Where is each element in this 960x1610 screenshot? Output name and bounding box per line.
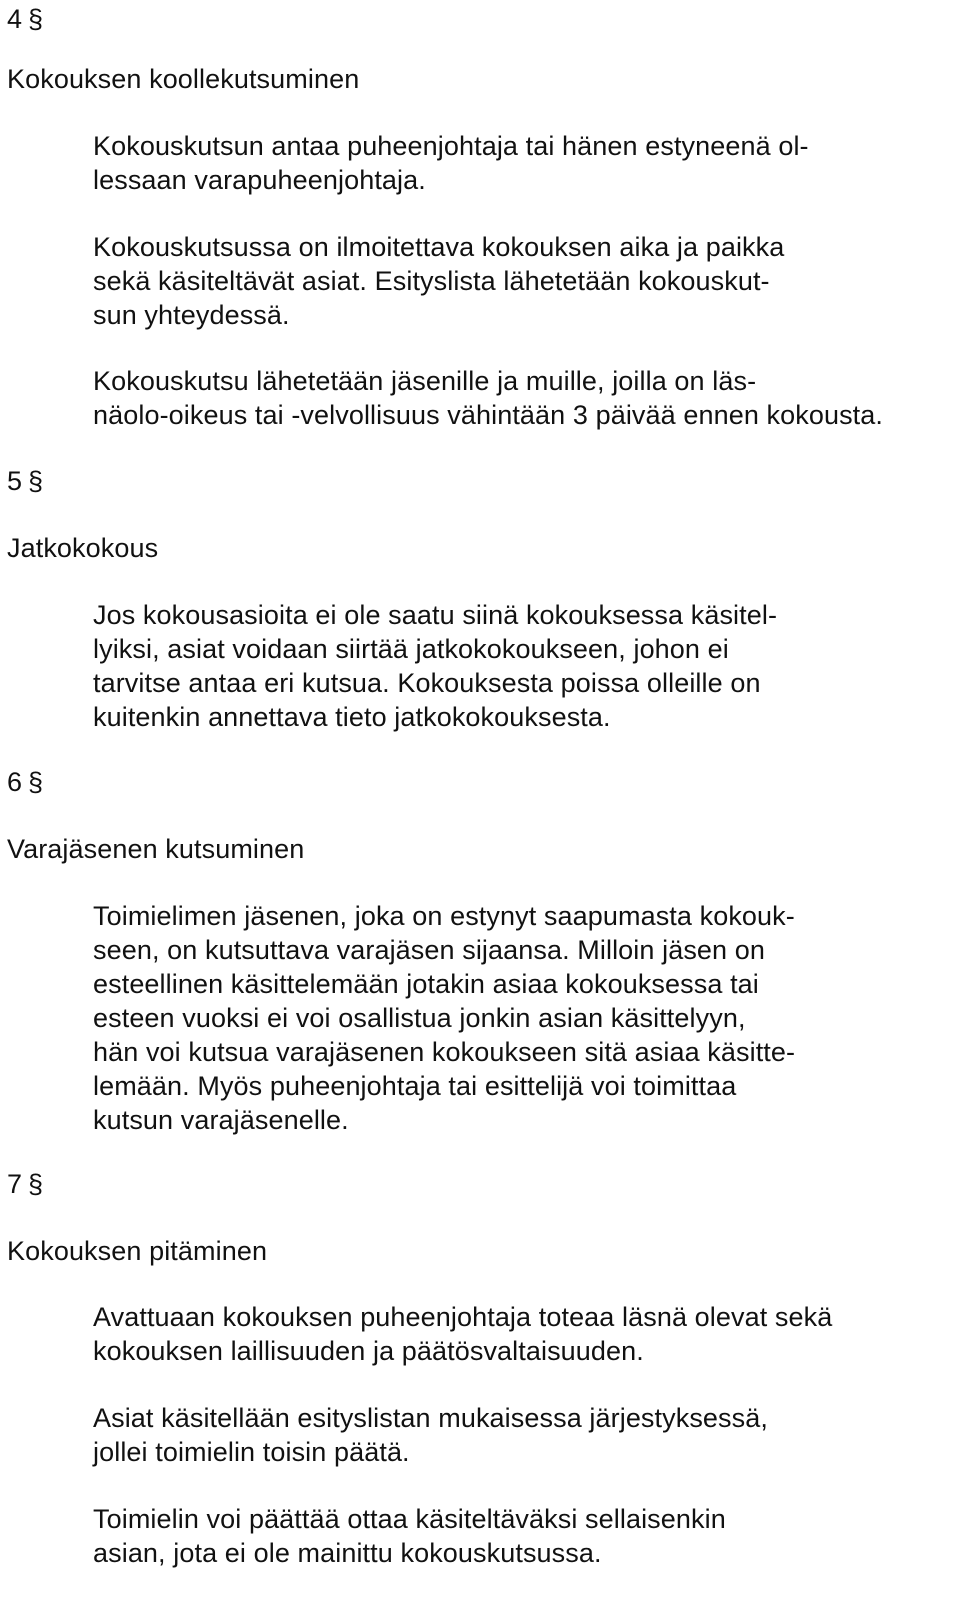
section-7-paragraph-3: Toimielin voi päättää ottaa käsiteltäväksi sellaisenkin asian, jota ei ole mainittu kokouskutsussa. [93, 1504, 726, 1568]
section-4-paragraph-3: Kokouskutsu lähetetään jäsenille ja muille, joilla on läs- näolo-oikeus tai -velvollisuus vähintään 3 päivää ennen kokousta. [93, 366, 884, 430]
section-7-title: Kokouksen pitäminen [7, 1236, 268, 1266]
section-4-paragraph-1: Kokouskutsun antaa puheenjohtaja tai hänen estyneenä ol- lessaan varapuheenjohtaja. [93, 131, 809, 195]
section-5-number: 5 § [7, 466, 44, 496]
section-7-paragraph-2: Asiat käsitellään esityslistan mukaisessa järjestyksessä, jollei toimielin toisin päätä. [93, 1403, 768, 1467]
section-6-title: Varajäsenen kutsuminen [7, 834, 305, 864]
section-6-paragraph-1: Toimielimen jäsenen, joka on estynyt saapumasta kokouk- seen, on kutsuttava varajäsen sijaansa. Milloin jäsen on esteellinen käsittelemään jotakin asiaa kokouksessa tai esteen vuoksi ei voi osallistua jonkin asian käsittelyyn, hän voi kutsua varajäsenen kokoukseen sitä asiaa käsitte- lemään. Myös puheenjohtaja tai esittelijä voi toimittaa kutsun varajäsenelle. [93, 901, 796, 1135]
section-4-paragraph-2: Kokouskutsussa on ilmoitettava kokouksen aika ja paikka sekä käsiteltävät asiat. Esityslista lähetetään kokouskut- sun yhteydessä. [93, 232, 785, 330]
section-7-paragraph-1: Avattuaan kokouksen puheenjohtaja toteaa läsnä olevat sekä kokouksen laillisuuden ja päätösvaltaisuuden. [93, 1302, 833, 1366]
section-5-paragraph-1: Jos kokousasioita ei ole saatu siinä kokouksessa käsitel- lyiksi, asiat voidaan siirtää jatkokokoukseen, johon ei tarvitse antaa eri kutsua. Kokouksesta poissa olleille on kuitenkin annettava tieto jatkokokouksesta. [93, 600, 778, 732]
section-4-number: 4 § [7, 4, 44, 34]
section-7-number: 7 § [7, 1169, 44, 1199]
section-4-title: Kokouksen koollekutsuminen [7, 64, 360, 94]
section-6-number: 6 § [7, 767, 44, 797]
section-5-title: Jatkokokous [7, 533, 159, 563]
